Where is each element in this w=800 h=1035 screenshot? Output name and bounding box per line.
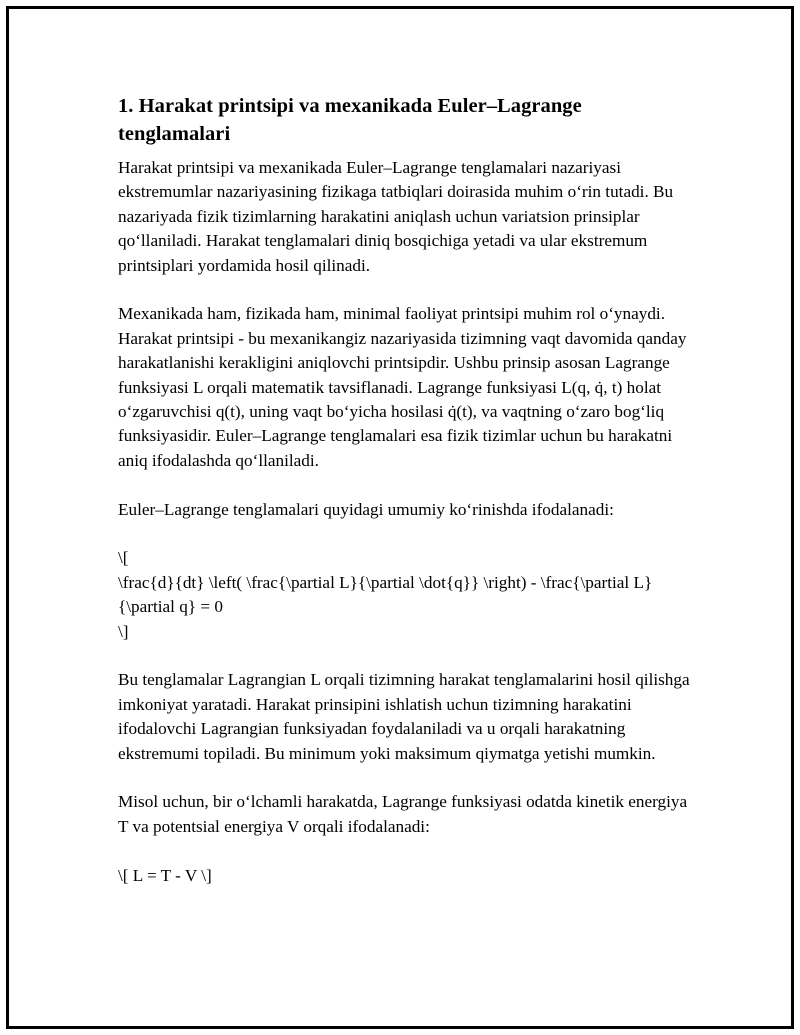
paragraph-example: Misol uchun, bir o‘lchamli harakatda, Lagrange funksiyasi odatda kinetik energiya T va potentsial energiya V orqali ifodalanadi:	[118, 792, 688, 836]
paragraph-equation-intro: Euler–Lagrange tenglamalari quyidagi umumiy ko‘rinishda ifodalanadi:	[118, 499, 614, 519]
formula-open-delimiter: \[	[118, 548, 129, 568]
paragraph-intro: Harakat printsipi va mexanikada Euler–Lagrange tenglamalari nazariyasi ekstremumlar nazariyasining fizikaga tatbiqlari doirasida muhim o‘rin tutadi. Bu nazariyada fizik tizimlarning harakatini aniqlash uchun variatsion prinsiplar qo‘llaniladi. Harakat tenglamalari diniq bosqichiga yetadi va ular ekstremum printsiplari yordamida hosil qilinadi.	[118, 158, 674, 275]
formula-lagrangian: \[ L = T - V \]	[118, 865, 212, 885]
formula-close-delimiter: \]	[118, 621, 129, 641]
paragraph-action-principle: Mexanikada ham, fizikada ham, minimal faoliyat printsipi muhim rol o‘ynaydi. Harakat printsipi - bu mexanikangiz nazariyasida tizimning vaqt davomida qanday harakatlanishi kerakligini aniqlovchi printsipdir. Ushbu prinsip asosan Lagrange funksiyasi L orqali matematik tavsiflanadi. Lagrange funksiyasi L(q, q̇, t) holat o‘zgaruvchisi q(t), uning vaqt bo‘yicha hosilasi q̇(t), va vaqtning o‘zaro bog‘liq funksiyasidir. Euler–Lagrange tenglamalari esa fizik tizimlar uchun bu harakatni aniq ifodalashda qo‘llaniladi.	[118, 304, 687, 470]
section-heading: 1. Harakat printsipi va mexanikada Euler–Lagrange tenglamalari	[118, 95, 582, 145]
paragraph-lagrangian-usage: Bu tenglamalar Lagrangian L orqali tizimning harakat tenglamalarini hosil qilishga imkoniyat yaratadi. Harakat prinsipini ishlatish uchun tizimning harakatini ifodalovchi Lagrangian funksiyadan foydalaniladi va u orqali harakatning ekstremumi topiladi. Bu minimum yoki maksimum qiymatga yetishi mumkin.	[118, 670, 690, 763]
formula-euler-lagrange	[118, 546, 698, 644]
document-body	[118, 92, 698, 912]
formula-expression: \frac{d}{dt} \left( \frac{\partial L}{\partial \dot{q}} \right) - \frac{\partial L}{\partial q} = 0	[118, 572, 653, 617]
